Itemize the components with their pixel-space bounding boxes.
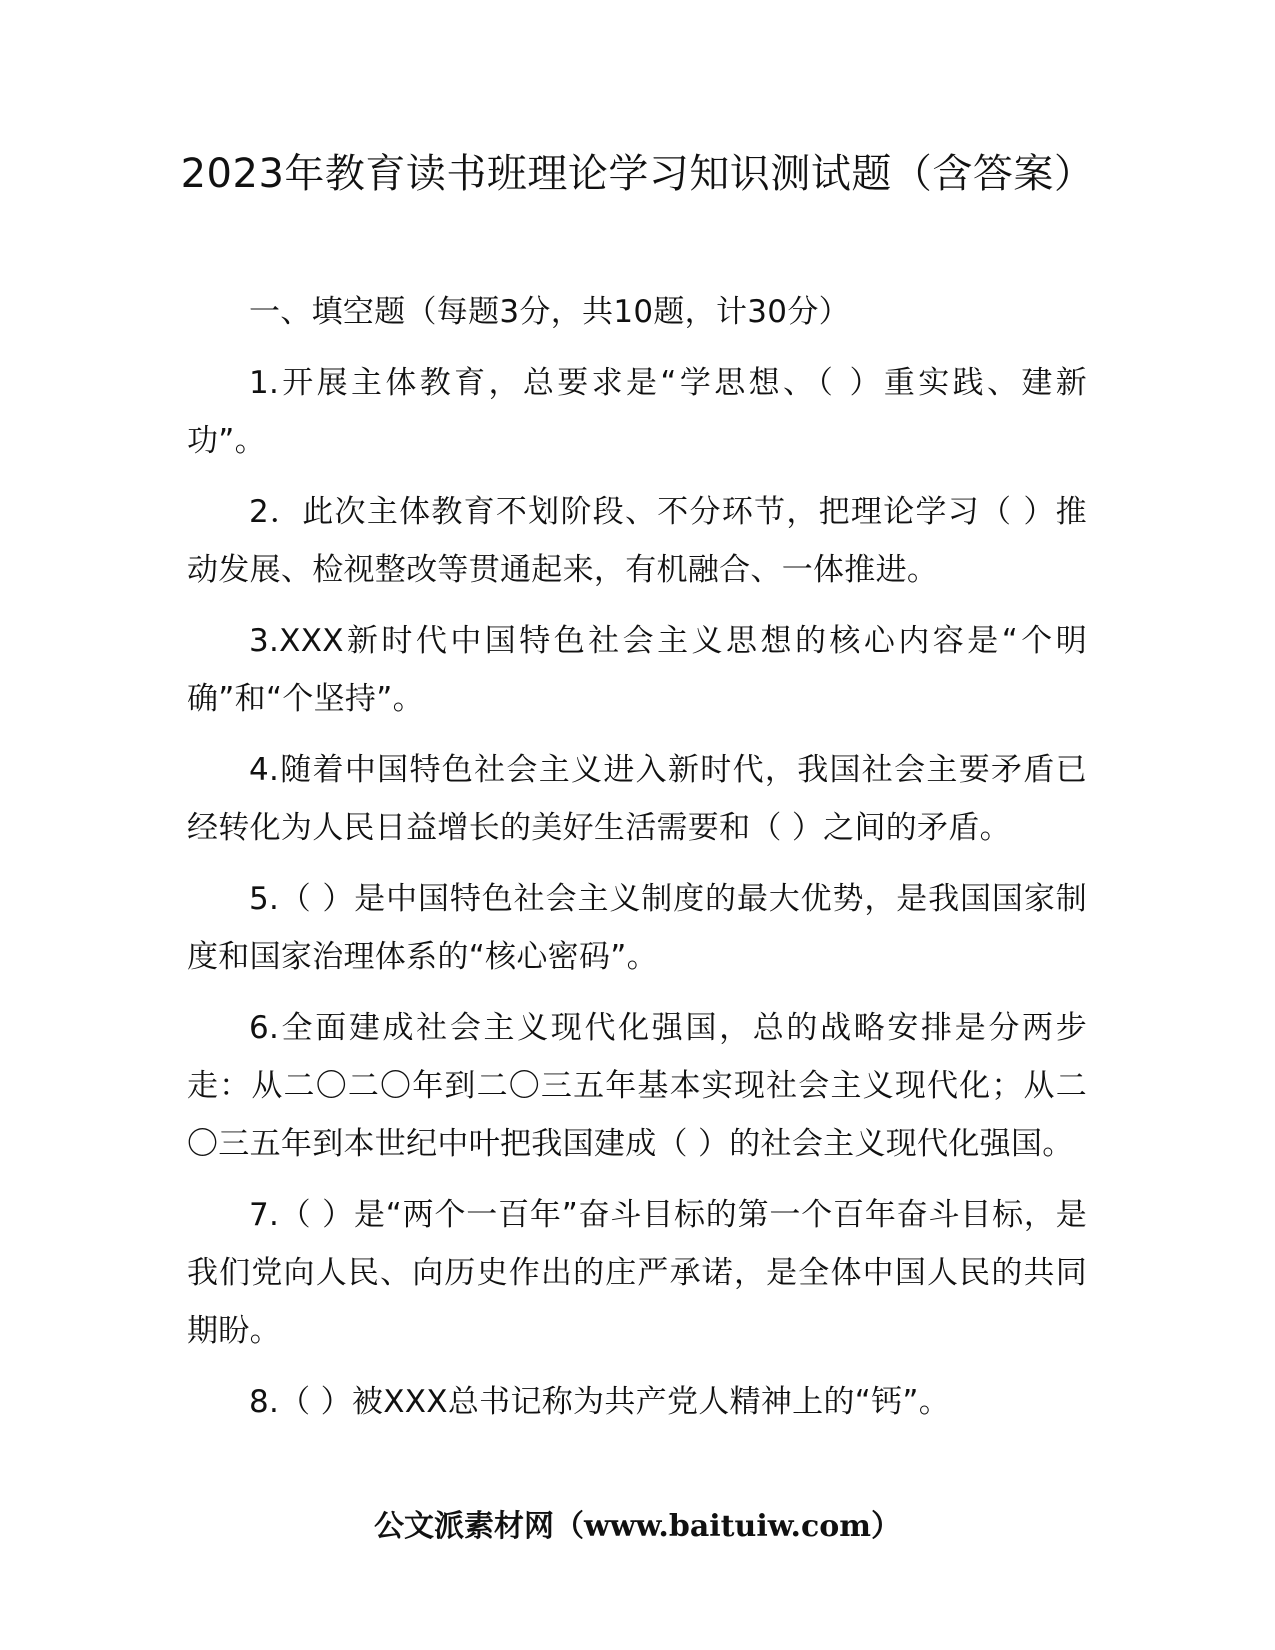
question-1: 1.开展主体教育，总要求是“学思想、（ ）重实践、建新功”。 [187,365,1087,459]
question-8: 8.（ ）被XXX总书记称为共产党人精神上的“钙”。 [249,1384,951,1420]
document-body [187,283,1087,1444]
question-5: 5.（ ）是中国特色社会主义制度的最大优势，是我国国家制度和国家治理体系的“核心密码”。 [187,881,1087,975]
question-4: 4.随着中国特色社会主义进入新时代，我国社会主要矛盾已经转化为人民日益增长的美好生活需要和（ ）之间的矛盾。 [187,752,1087,846]
question-6: 6.全面建成社会主义现代化强国，总的战略安排是分两步走：从二〇二〇年到二〇三五年基本实现社会主义现代化；从二〇三五年到本世纪中叶把我国建成（ ）的社会主义现代化强国。 [187,1010,1087,1162]
question-2: 2．此次主体教育不划阶段、不分环节，把理论学习（ ）推动发展、检视整改等贯通起来，有机融合、一体推进。 [187,494,1087,588]
footer-watermark [0,1505,1275,1549]
question-7: 7.（ ）是“两个一百年”奋斗目标的第一个百年奋斗目标，是我们党向人民、向历史作出的庄严承诺，是全体中国人民的共同期盼。 [187,1197,1087,1349]
section-heading: 一、填空题（每题3分，共10题，计30分） [249,294,850,330]
document-title: 2023年教育读书班理论学习知识测试题（含答案） [180,151,1095,197]
question-3: 3.XXX新时代中国特色社会主义思想的核心内容是“个明确”和“个坚持”。 [187,623,1087,717]
footer-site-name: 公文派素材网 [373,1509,554,1544]
footer-url: （www.baituiw.com） [553,1509,902,1544]
